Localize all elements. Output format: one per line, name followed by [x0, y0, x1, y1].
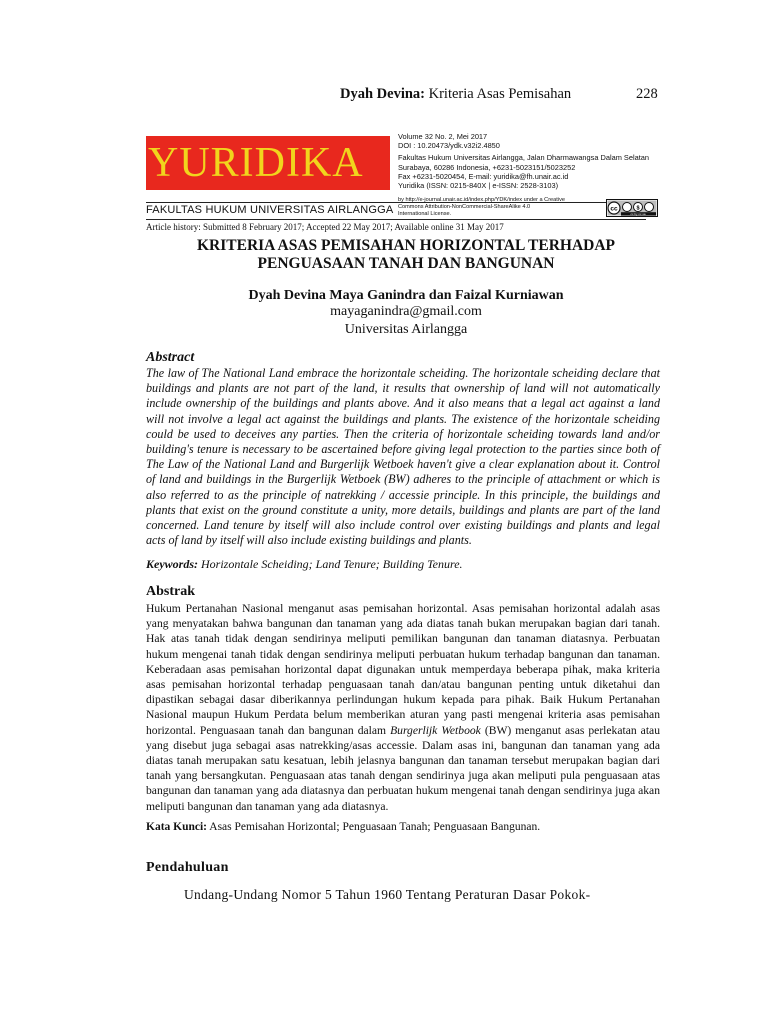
- license-line-1: by http://e-journal.unair.ac.id/index.php/YDK/index under a Creative: [398, 197, 565, 203]
- introduction-heading: Pendahuluan: [146, 860, 229, 875]
- abstrak-body: [146, 601, 660, 814]
- journal-doi: DOI : 10.20473/ydk.v32i2.4850: [398, 141, 500, 151]
- svg-text:$: $: [636, 205, 640, 212]
- introduction-first-line: Undang-Undang Nomor 5 Tahun 1960 Tentang Peraturan Dasar Pokok-: [184, 887, 591, 902]
- license-note: [398, 197, 603, 218]
- license-line-2: Commons Attribution-NonCommercial-ShareAlike 4.0: [398, 204, 531, 210]
- article-title: [146, 237, 666, 273]
- journal-logo: [146, 136, 390, 190]
- journal-address-2: Surabaya, 60286 Indonesia, +6231-5023151/5023252: [398, 162, 576, 172]
- journal-info: [398, 132, 660, 190]
- article-title-line-2: PENGUASAAN TANAH DAN BANGUNAN: [257, 255, 555, 272]
- author-affiliation: Universitas Airlangga: [344, 322, 468, 337]
- article-authors: Dyah Devina Maya Ganindra dan Faizal Kurniawan: [248, 288, 564, 303]
- masthead-rule-bottom: [146, 219, 646, 220]
- abstract-heading: Abstract: [146, 350, 195, 365]
- license-line-3: International License.: [398, 211, 452, 217]
- journal-fax-email: Fax +6231-5020454, E-mail: yuridika@fh.unair.ac.id: [398, 171, 569, 181]
- keywords-text: Horizontale Scheiding; Land Tenure; Building Tenure.: [201, 557, 463, 571]
- abstrak-body-part-1: Hukum Pertanahan Nasional menganut asas pemisahan horizontal. Asas pemisahan horizontal adalah asas yang menyatakan bahwa bangunan dan tanaman yang ada diatas tanah bukan merupakan bagian dari tanah. Hak atas tanah tidak dengan sendirinya meliputi pemilikan bangunan dan tanaman diatasnya. Perbuatan hukum mengenai tanah tidak dengan sendirinya meliputi perbuatan hukum terhadap bangunan dan tanaman. Keberadaan asas pemisahan horizontal dapat digunakan untuk memperdaya beberapa pihak, maka kriteria asas pemisahan horizontal terhadap penguasaan tanah dan/atau bangunan penting untuk diketahui dan dipastikan sebagai dasar diberikannya perlindungan hukum kepada para pihak. Baik Hukum Pertanahan Nasional maupun Hukum Perdata belum memberikan aturan yang pasti mengenai kriteria asas pemisahan horizontal. Penguasaan tanah dan bangunan dalam: [146, 602, 660, 737]
- journal-address-1: Fakultas Hukum Universitas Airlangga, Jalan Dharmawangsa Dalam Selatan: [398, 153, 649, 163]
- abstrak-body-italic: Burgerlijk Wetbook: [390, 723, 481, 737]
- cc-license-badge-icon: [606, 199, 658, 217]
- kata-kunci-text: Asas Pemisahan Horizontal; Penguasaan Tanah; Penguasaan Bangunan.: [209, 821, 541, 833]
- abstrak-keywords: [146, 821, 666, 833]
- journal-logo-text: YURIDIKA: [148, 140, 364, 186]
- svg-text:cc: cc: [610, 205, 618, 213]
- abstrak-heading: Abstrak: [146, 584, 196, 599]
- running-header-title: Kriteria Asas Pemisahan: [428, 86, 572, 102]
- kata-kunci-label: Kata Kunci:: [146, 821, 208, 833]
- keywords-label: Keywords:: [146, 557, 198, 571]
- abstract-body: The law of The National Land embrace the horizontale scheiding. The horizontale scheiding declare that buildings and plants are not part of the land, it results that ownership of land will not automatically include ownership of the buildings and plants above. And it also means that a legal act against a land will not involve a legal act against the buildings and plants. The existence of the horizontale scheiding could be used to deceives any parties. Then the criteria of horizontale scheiding towards land and/or building's tenure is necessary to be ascertained before giving legal protection to the parties since both of The Law of the National Land and Burgerlijk Wetboek haven't give a clear explanation about it. Control of land and buildings in the Burgerlijk Wetboek (BW) adheres to the principle of attachment or which is also referred to as the principle of natrekking / accessie principle. In this principle, the buildings and plants that exist on the ground constitute a unity, more details, buildings and plants are part of the land concerned. Land tenure by itself will also include control over existing buildings and plants and legal acts of land by itself will also include existing buildings and plants.: [146, 366, 660, 548]
- running-header-author: Dyah Devina:: [340, 86, 425, 102]
- abstract-keywords: [146, 557, 666, 572]
- running-header: [340, 86, 571, 103]
- faculty-name: FAKULTAS HUKUM UNIVERSITAS AIRLANGGA: [146, 204, 394, 216]
- abstrak-body-part-2: (BW) menganut asas perlekatan atau yang disebut juga sebagai asas natrekking/asas accessie. Dalam asas ini, bangunan dan tanaman yang ada diatas tanah merupakan satu kesatuan, lebih jelasnya bangunan dan tanaman tersebut merupakan bagian dari tanah yang bersangkutan. Penguasaan atas tanah dengan sendirinya juga akan meliputi pula penguasaan atas bangunan dan tanaman yang ada diatasnya dan perbuatan hukum mengenai tanah dengan sendirinya juga akan meliputi bangunan dan tanaman yang ada diatasnya.: [146, 723, 660, 813]
- article-history: Article history: Submitted 8 February 2017; Accepted 22 May 2017; Available online 31 May 2017: [146, 222, 504, 232]
- journal-volume: Volume 32 No. 2, Mei 2017: [398, 132, 488, 141]
- author-email: mayaganindra@gmail.com: [330, 304, 482, 319]
- article-title-line-1: KRITERIA ASAS PEMISAHAN HORIZONTAL TERHADAP: [196, 237, 615, 254]
- svg-text:cc by nc sa: cc by nc sa: [630, 212, 646, 217]
- page-number: 228: [636, 86, 658, 102]
- journal-issn: Yuridika (ISSN: 0215-840X | e-ISSN: 2528-3103): [398, 181, 559, 191]
